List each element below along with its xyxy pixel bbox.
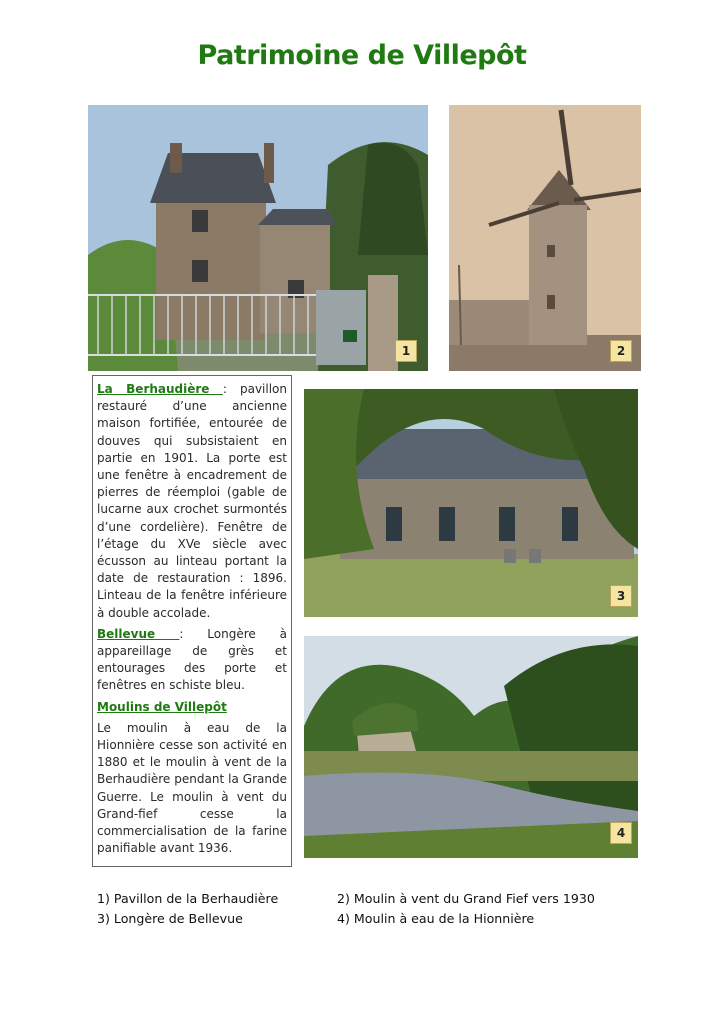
photo-number-badge: 4: [610, 822, 632, 844]
photo-grand-fief-windmill: [449, 105, 641, 371]
moulins-heading: Moulins de Villepôt: [97, 699, 227, 714]
caption-2: 2) Moulin à vent du Grand Fief vers 1930: [337, 891, 595, 906]
photo-hionniere-watermill: [304, 636, 638, 858]
photo-number-badge: 2: [610, 340, 632, 362]
berhaudiere-label: La Berhaudière: [97, 382, 223, 396]
caption-3: 3) Longère de Bellevue: [97, 911, 243, 926]
photo-berhaudiere: [88, 105, 428, 371]
moulins-paragraph: Le moulin à eau de la Hionnière cesse son activité en 1880 et le moulin à vent de la Berhaudière pendant la Grande Guerre. Le moulin à vent du Grand-fief cesse la commercialisation de la farine panifiable avant 1936.: [97, 720, 287, 856]
page-title: Patrimoine de Villepôt: [197, 40, 527, 71]
bellevue-paragraph: Bellevue : Longère à appareillage de grès et entourages des porte et fenêtres en schiste bleu.: [97, 626, 287, 693]
description-box: [92, 375, 292, 867]
photo-number-badge: 1: [395, 340, 417, 362]
photo-bellevue-longere: [304, 389, 638, 617]
caption-4: 4) Moulin à eau de la Hionnière: [337, 911, 535, 926]
bellevue-label: Bellevue: [97, 626, 180, 641]
photo-number-badge: 3: [610, 585, 632, 607]
caption-1: 1) Pavillon de la Berhaudière: [97, 891, 279, 906]
berhaudiere-paragraph: La Berhaudière : pavillon restauré d’une ancienne maison fortifiée, entourée de douves qui subsistaient en partie en 1901. La porte est une fenêtre à encadrement de pierres de réemploi (gable de lucarne aux crochet surmontés d’une cordelière). Fenêtre de l’étage du XVe siècle avec écusson au linteau portant la date de restauration : 1896. Linteau de la fenêtre inférieure à double accolade.: [97, 382, 287, 620]
